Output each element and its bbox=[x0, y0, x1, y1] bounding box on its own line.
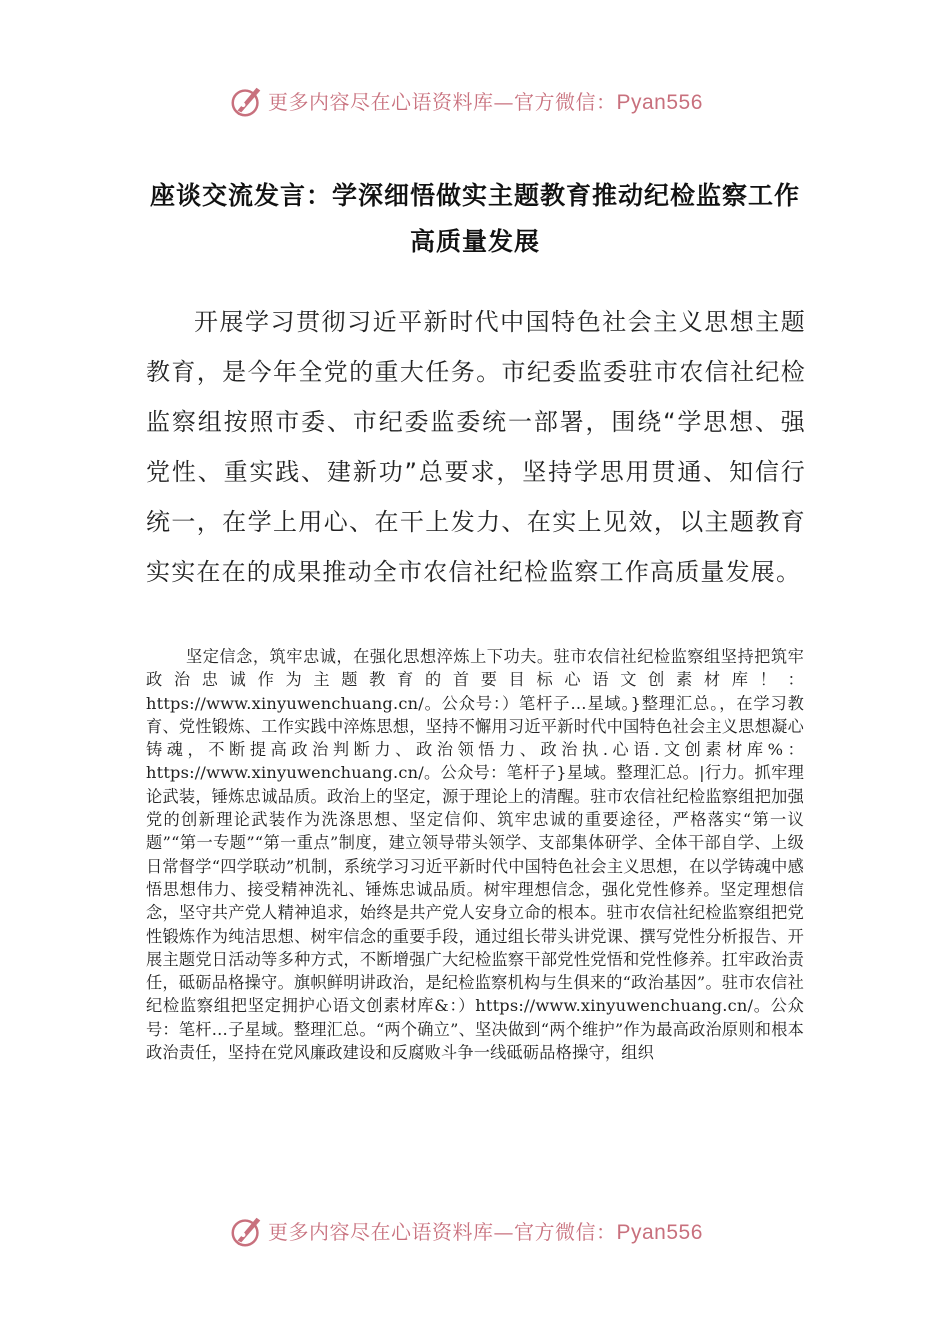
header-watermark bbox=[0, 76, 950, 126]
watermark-text: 更多内容尽在心语资料库—官方微信：Pyan556 bbox=[268, 1220, 703, 1244]
title-line-1: 座谈交流发言：学深细悟做实主题教育推动纪检监察工作 bbox=[149, 181, 800, 210]
pen-quill-logo-icon bbox=[228, 1212, 266, 1250]
watermark-wechat-id: Pyan556 bbox=[616, 91, 703, 114]
body-paragraph: 坚定信念，筑牢忠诚，在强化思想淬炼上下功夫。驻市农信社纪检监察组坚持把筑牢政治忠诚作为主题教育的首要目标心语文创素材库！：https://www.xinyuwenchuang.cn/。公众号：）笔杆子…星域。}整理汇总。，在学习教育、党性锻炼、工作实践中淬炼思想，坚持不懈用习近平新时代中国特色社会主义思想凝心铸魂，不断提高政治判断力、政治领悟力、政治执.心语.文创素材库%：https://www.xinyuwenchuang.cn/。公众号：笔杆子}星域。整理汇总。|行力。抓牢理论武装，锤炼忠诚品质。政治上的坚定，源于理论上的清醒。驻市农信社纪检监察组把加强党的创新理论武装作为洗涤思想、坚定信仰、筑牢忠诚的重要途径，严格落实“第一议题”“第一专题”“第一重点”制度，建立领导带头领学、支部集体研学、全体干部自学、上级日常督学“四学联动”机制，系统学习习近平新时代中国特色社会主义思想，在以学铸魂中感悟思想伟力、接受精神洗礼、锤炼忠诚品质。树牢理想信念，强化党性修养。坚定理想信念，坚守共产党人精神追求，始终是共产党人安身立命的根本。驻市农信社纪检监察组把党性锻炼作为纯洁思想、树牢信念的重要手段，通过组长带头讲党课、撰写党性分析报告、开展主题党日活动等多种方式，不断增强广大纪检监察干部党性党悟和党性修养。扛牢政治责任，砥砺品格操守。旗帜鲜明讲政治，是纪检监察机构与生俱来的“政治基因”。驻市农信社纪检监察组把坚定拥护心语文创素材库&：）https://www.xinyuwenchuang.cn/。公众号：笔杆…子星域。整理汇总。“两个确立”、坚决做到“两个维护”作为最高政治原则和根本政治责任，坚持在党风廉政建设和反腐败斗争一线砥砺品格操守，组织 bbox=[146, 647, 804, 1063]
footer-watermark bbox=[0, 1206, 950, 1256]
lead-paragraph: 开展学习贯彻习近平新时代中国特色社会主义思想主题教育，是今年全党的重大任务。市纪委监委驻市农信社纪检监察组按照市委、市纪委监委统一部署，围绕“学思想、强党性、重实践、建新功”总要求，坚持学思用贯通、知信行统一，在学上用心、在干上发力、在实上见效，以主题教育实实在在的成果推动全市农信社纪检监察工作高质量发展。 bbox=[146, 308, 806, 586]
title-line-2: 高质量发展 bbox=[409, 227, 540, 256]
pen-quill-logo-icon bbox=[228, 82, 266, 120]
document-title bbox=[60, 173, 890, 265]
watermark-text: 更多内容尽在心语资料库—官方微信：Pyan556 bbox=[268, 90, 703, 114]
watermark-wechat-id: Pyan556 bbox=[616, 1221, 703, 1244]
